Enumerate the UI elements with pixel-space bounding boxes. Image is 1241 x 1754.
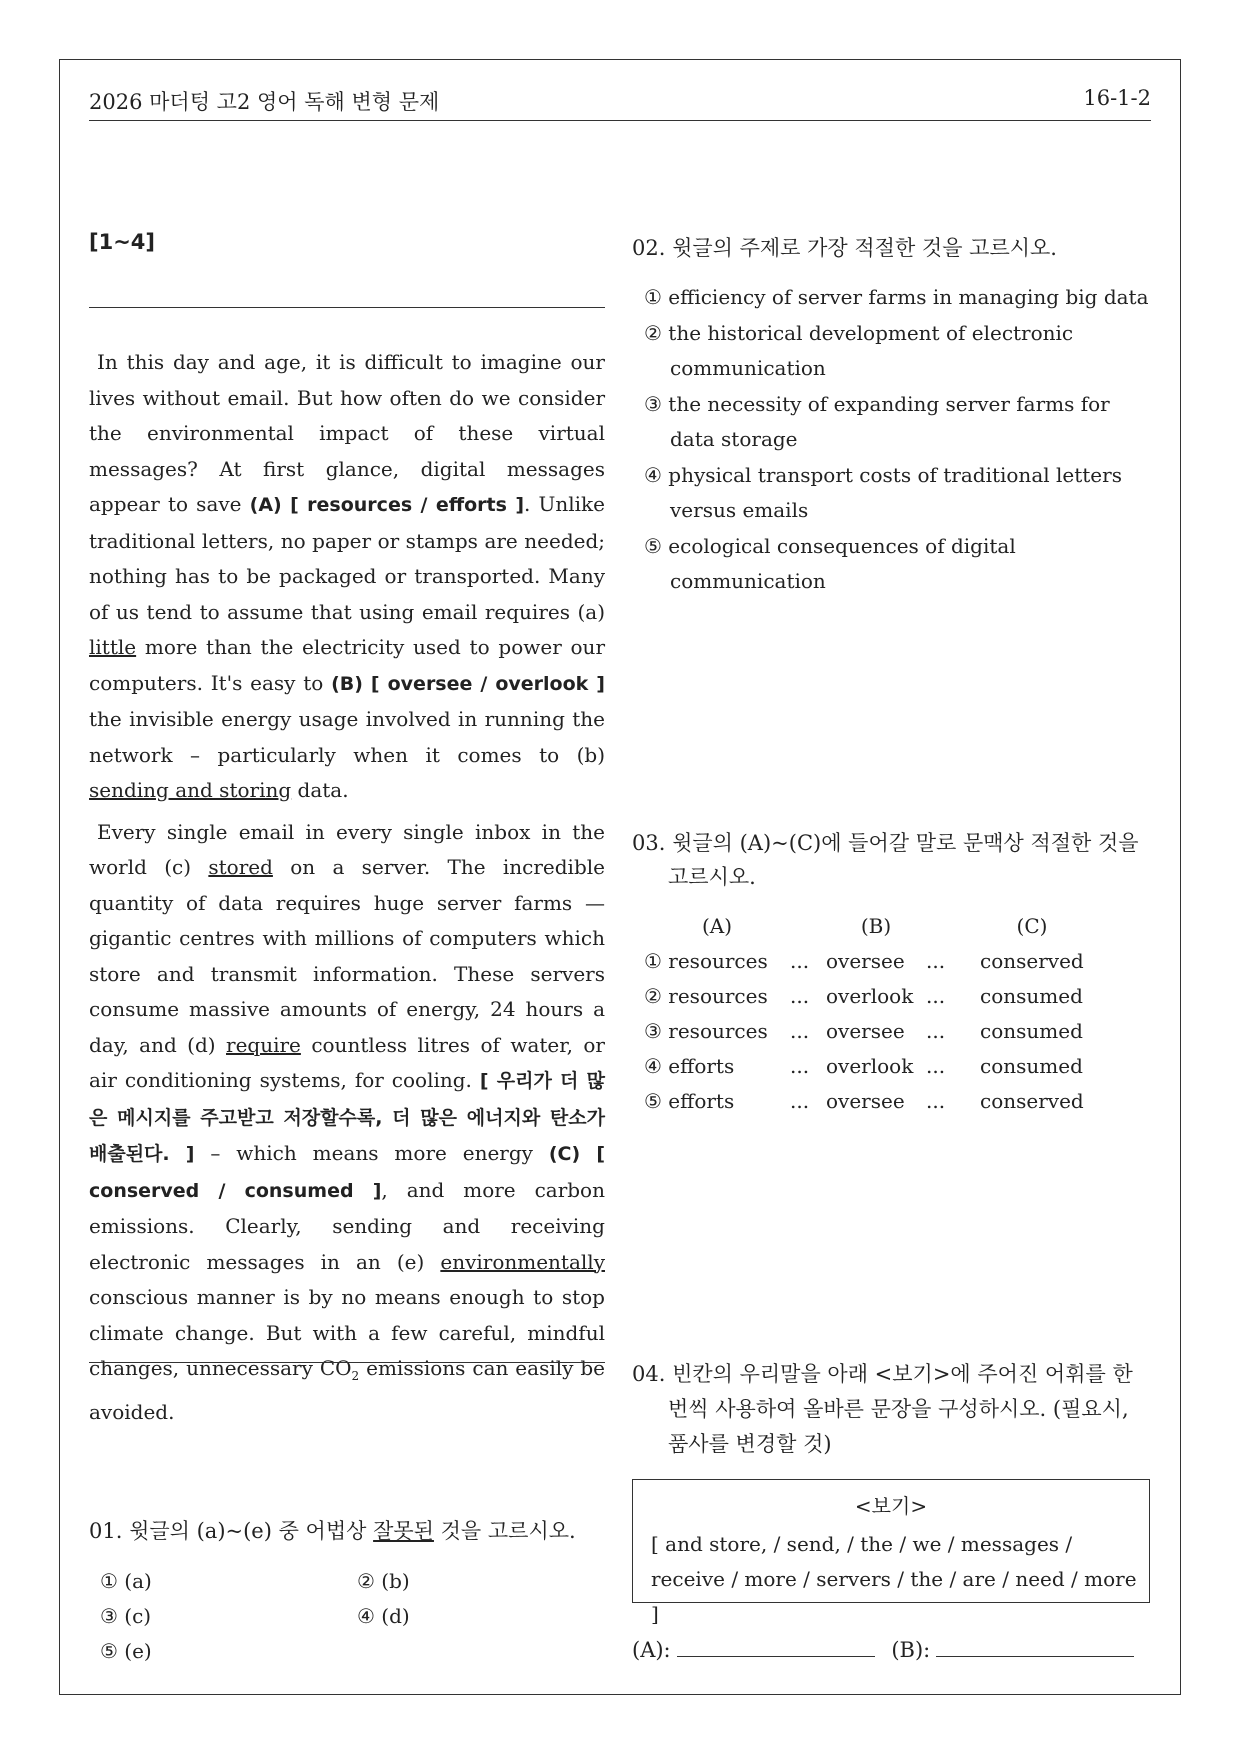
q2-option-1[interactable]: ① efficiency of server farms in managing big data bbox=[644, 285, 1149, 309]
ellipsis: ... bbox=[926, 1088, 946, 1113]
q1-option-3[interactable]: ③ (c) bbox=[100, 1604, 152, 1628]
q3-header-b: (B) bbox=[860, 913, 892, 938]
ellipsis: ... bbox=[790, 1018, 810, 1043]
passage-text: the invisible energy usage involved in running the network – particularly when it comes to (b) bbox=[89, 707, 605, 767]
q3-opt5-b: oversee bbox=[826, 1088, 905, 1113]
q1-stem-text: 것을 고르시오. bbox=[433, 1519, 576, 1543]
q2-option-3[interactable]: ③ the necessity of expanding server farms for data storage bbox=[644, 391, 1110, 451]
q3-opt1-b: oversee bbox=[826, 948, 905, 973]
word-bank-words: [ and store, / send, / the / we / messages / receive / more / servers / the / are / need / more ] bbox=[651, 1532, 1137, 1626]
reading-passage bbox=[89, 345, 605, 1430]
q1-option-1[interactable]: ① (a) bbox=[100, 1569, 152, 1593]
passage-text: countless litres of water, or air conditioning systems, for cooling. bbox=[89, 1032, 605, 1092]
ellipsis: ... bbox=[790, 1053, 810, 1078]
ellipsis: ... bbox=[926, 1018, 946, 1043]
ellipsis: ... bbox=[926, 983, 946, 1008]
passage-text: , and more carbon emissions. Clearly, sending and receiving electronic messages in an (e) bbox=[89, 1177, 605, 1274]
q3-option-row-4[interactable] bbox=[644, 1048, 1084, 1083]
passage-text: on a server. The incredible quantity of data requires huge server farms — gigantic centres with millions of computers which store and transmit information. These servers consume massive amounts of energy, 24 hours a day, and (d) bbox=[89, 855, 605, 1057]
q2-option-5[interactable]: ⑤ ecological consequences of digital communication bbox=[644, 533, 1016, 593]
ellipsis: ... bbox=[790, 983, 810, 1008]
blank-a-choice: (A) [ resources / efforts ] bbox=[249, 494, 525, 516]
q3-option-row-5[interactable] bbox=[644, 1083, 1084, 1118]
page-header bbox=[89, 84, 1151, 121]
q3-opt3-b: oversee bbox=[826, 1018, 905, 1043]
q3-opt2-c: consumed bbox=[980, 983, 1083, 1008]
q3-opt5-c: conserved bbox=[980, 1088, 1084, 1113]
q3-opt1-a: ① resources bbox=[644, 948, 768, 973]
q3-opt2-b: overlook bbox=[826, 983, 914, 1008]
q3-opt1-c: conserved bbox=[980, 948, 1084, 973]
subscript-2: 2 bbox=[351, 1369, 360, 1383]
ellipsis: ... bbox=[926, 1053, 946, 1078]
q3-opt3-a: ③ resources bbox=[644, 1018, 768, 1043]
question-4 bbox=[632, 1357, 1152, 1462]
q1-option-2[interactable]: ② (b) bbox=[357, 1569, 410, 1593]
q1-stem-underlined: 잘못된 bbox=[373, 1519, 434, 1543]
passage-text: conscious manner is by no means enough to stop climate change. But with a few careful, mindful changes, unnecessary CO bbox=[89, 1285, 605, 1380]
ellipsis: ... bbox=[926, 948, 946, 973]
passage-top-rule bbox=[89, 307, 605, 308]
q2-options bbox=[632, 280, 1152, 600]
q3-opt4-b: overlook bbox=[826, 1053, 914, 1078]
section-label: [1~4] bbox=[89, 230, 156, 254]
q3-option-row-1[interactable] bbox=[644, 943, 1084, 978]
answer-b-label: (B): bbox=[891, 1638, 931, 1662]
section-heading bbox=[89, 230, 605, 254]
q3-opt5-a: ⑤ efforts bbox=[644, 1088, 735, 1113]
q3-opt4-c: consumed bbox=[980, 1053, 1083, 1078]
q3-stem: 03. 윗글의 (A)~(C)에 들어갈 말로 문맥상 적절한 것을 고르시오. bbox=[632, 831, 1139, 889]
answer-a-label: (A): bbox=[632, 1638, 671, 1662]
question-3 bbox=[632, 826, 1152, 1118]
passage-text: data. bbox=[291, 778, 349, 802]
underlined-c: stored bbox=[208, 855, 273, 879]
blank-c-choice: (C) [ conserved / consumed ] bbox=[89, 1143, 606, 1202]
q3-opt2-a: ② resources bbox=[644, 983, 768, 1008]
underlined-e: environmentally bbox=[440, 1249, 605, 1274]
header-title: 2026 마더텅 고2 영어 독해 변형 문제 bbox=[89, 90, 440, 114]
ellipsis: ... bbox=[790, 948, 810, 973]
q4-stem: 04. 빈칸의 우리말을 아래 <보기>에 주어진 어휘를 한 번씩 사용하여 올바른 문장을 구성하시오. (필요시, 품사를 변경할 것) bbox=[632, 1362, 1133, 1456]
question-2 bbox=[632, 232, 1152, 600]
korean-prompt: [ 우리가 더 많은 메시지를 주고받고 저장할수록, 더 많은 에너지와 탄소가 배출된다. ] bbox=[89, 1070, 605, 1165]
passage-text: Every single email in every single inbox in the world (c) bbox=[89, 819, 605, 879]
word-bank-title: <보기> bbox=[854, 1494, 928, 1518]
q1-stem-text: 01. 윗글의 (a)~(e) 중 어법상 bbox=[89, 1519, 374, 1543]
passage-text: . Unlike traditional letters, no paper or stamps are needed; nothing has to be packaged or transported. Many of us tend to assume that using email requires (a) bbox=[89, 492, 605, 624]
q3-opt3-c: consumed bbox=[980, 1018, 1083, 1043]
passage-paragraph-1 bbox=[89, 345, 605, 809]
blank-b-choice: (B) [ oversee / overlook ] bbox=[331, 672, 605, 695]
ellipsis: ... bbox=[790, 1088, 810, 1113]
underlined-d: require bbox=[226, 1032, 301, 1057]
q3-opt4-a: ④ efforts bbox=[644, 1053, 735, 1078]
q3-header-a: (A) bbox=[701, 913, 733, 938]
q1-option-4[interactable]: ④ (d) bbox=[357, 1604, 410, 1628]
q2-option-2[interactable]: ② the historical development of electronic communication bbox=[644, 320, 1074, 380]
passage-text: emissions can easily be avoided. bbox=[89, 1356, 605, 1424]
q3-header-c: (C) bbox=[1016, 913, 1048, 938]
passage-text: – which means more energy bbox=[194, 1141, 549, 1165]
passage-paragraph-2 bbox=[89, 815, 605, 1431]
q3-option-row-3[interactable] bbox=[644, 1013, 1084, 1048]
q2-option-4[interactable]: ④ physical transport costs of traditional letters versus emails bbox=[644, 462, 1122, 522]
answer-a-blank[interactable] bbox=[677, 1636, 875, 1657]
answer-b-blank[interactable] bbox=[936, 1636, 1134, 1657]
q3-option-row-2[interactable] bbox=[644, 978, 1084, 1013]
passage-text: more than the electricity used to power our computers. It's easy to bbox=[89, 635, 605, 695]
underlined-a: little bbox=[89, 635, 137, 659]
q1-option-5[interactable]: ⑤ (e) bbox=[100, 1639, 152, 1663]
answer-line bbox=[632, 1636, 1134, 1662]
word-bank-box bbox=[632, 1479, 1150, 1626]
passage-bottom-rule bbox=[89, 1362, 605, 1363]
q3-header-row bbox=[644, 908, 1084, 943]
passage-text: In this day and age, it is difficult to imagine our lives without email. But how often do we consider the environmental impact of these virtual messages? At first glance, digital messages appear to save bbox=[89, 350, 605, 516]
question-1-stem bbox=[89, 1515, 605, 1545]
header-page-code: 16-1-2 bbox=[1083, 86, 1151, 110]
underlined-b: sending and storing bbox=[89, 778, 292, 802]
q2-stem: 02. 윗글의 주제로 가장 적절한 것을 고르시오. bbox=[632, 236, 1057, 260]
q3-choice-table bbox=[644, 908, 1084, 1118]
